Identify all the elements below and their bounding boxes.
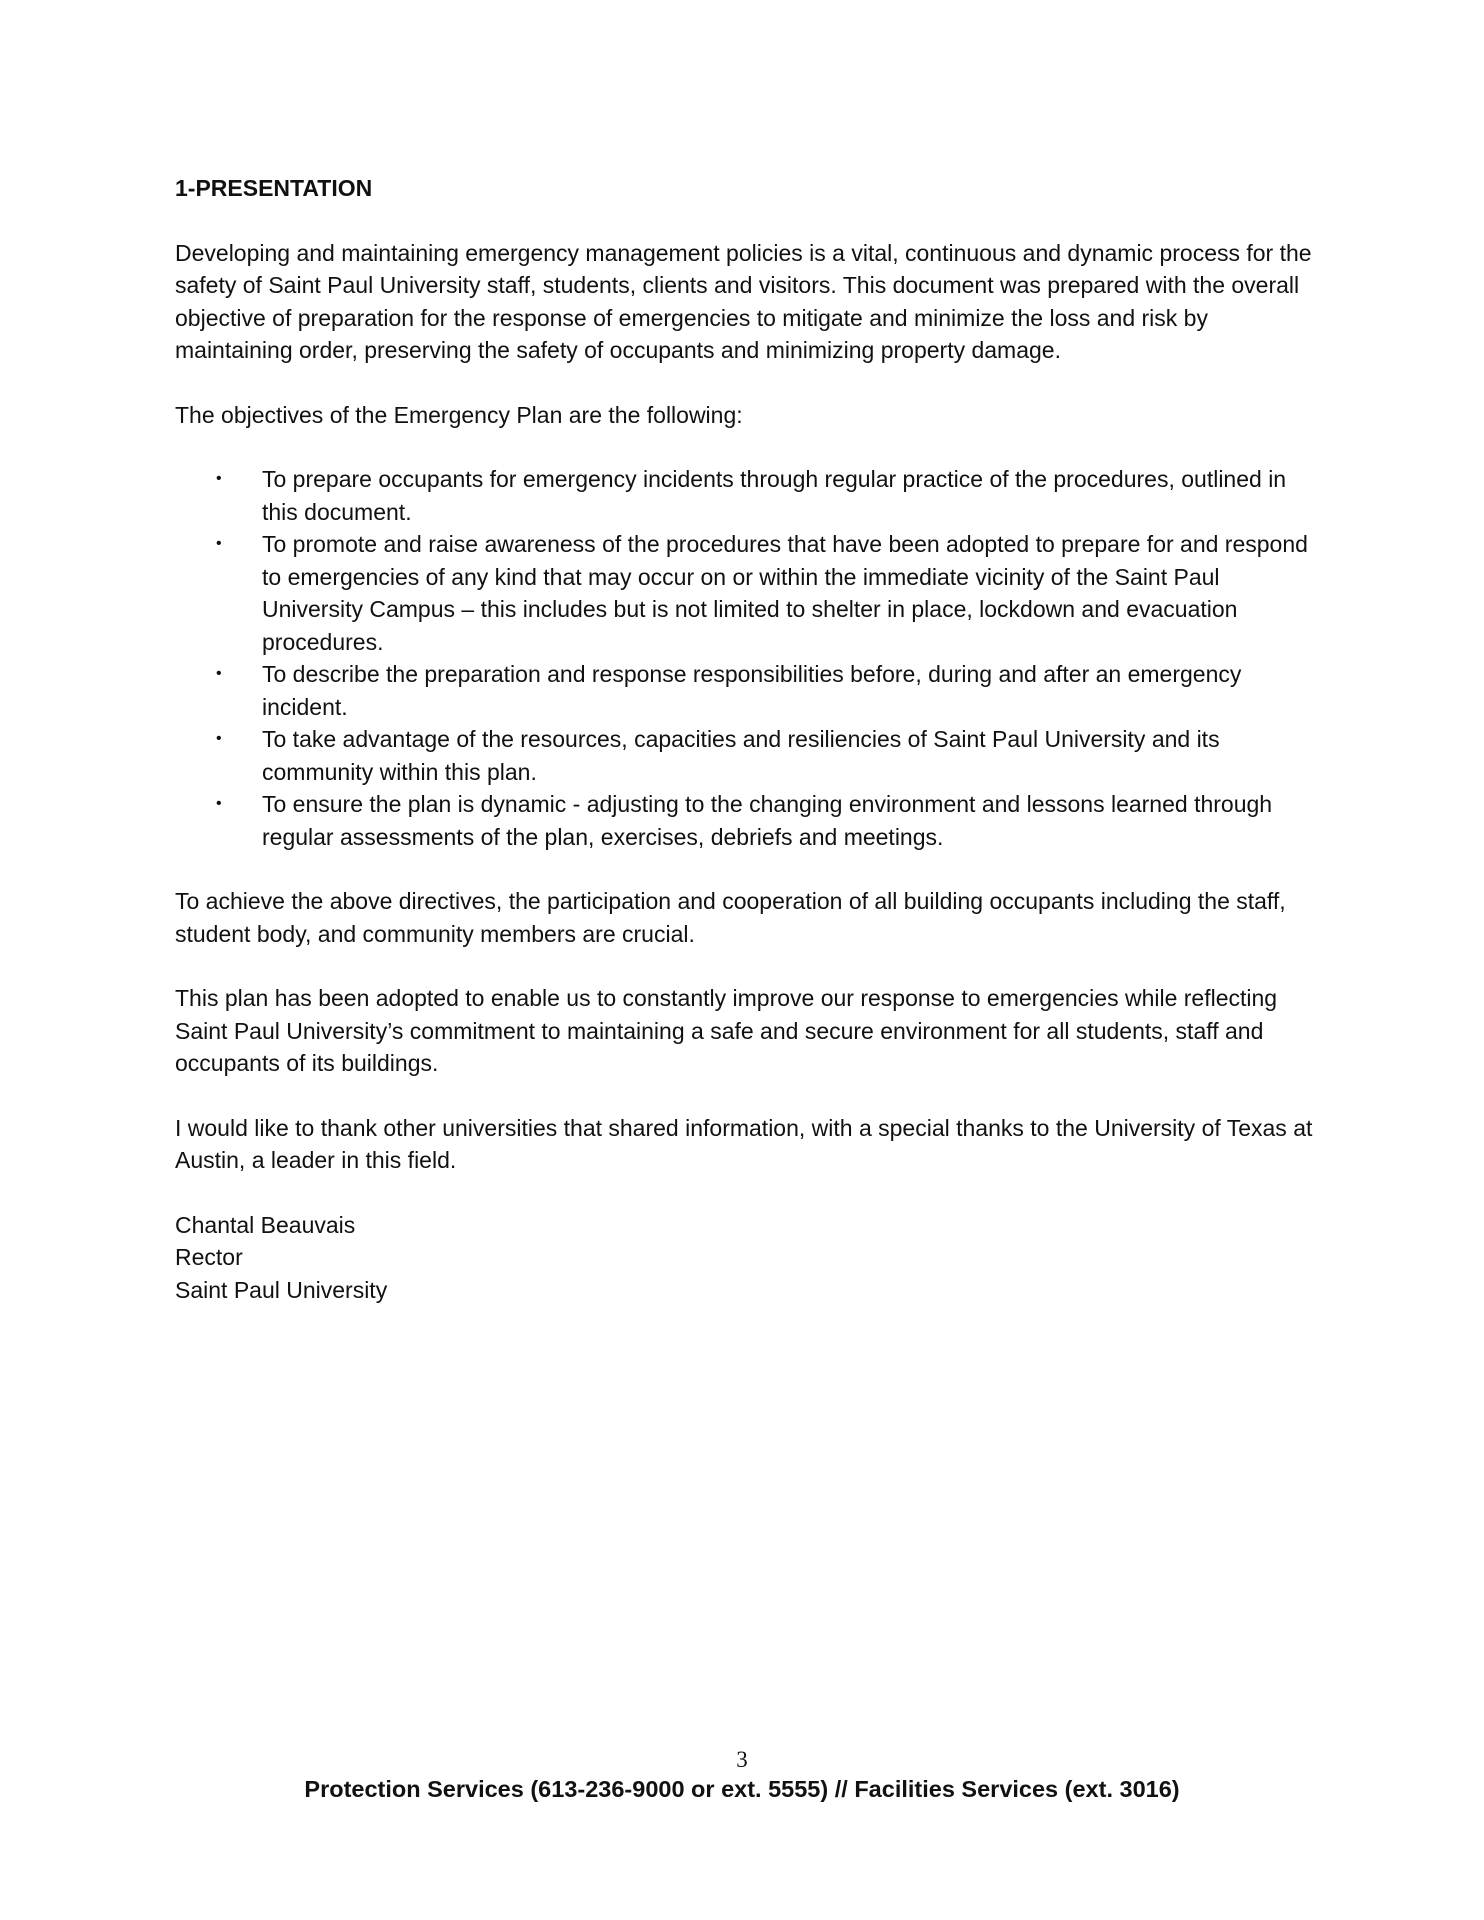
list-item-text: To describe the preparation and response responsibilities before, during and after an emergency incident. bbox=[262, 661, 1242, 720]
signatory-title: Rector bbox=[175, 1244, 243, 1270]
page-number: 3 bbox=[736, 1747, 748, 1772]
list-item bbox=[175, 528, 1325, 658]
objectives-intro: The objectives of the Emergency Plan are the following: bbox=[175, 401, 743, 428]
thanks-paragraph: I would like to thank other universities that shared information, with a special thanks to the University of Texas at Austin, a leader in this field. bbox=[175, 1114, 1313, 1173]
signatory-organization: Saint Paul University bbox=[175, 1276, 388, 1303]
adopted-paragraph: This plan has been adopted to enable us to constantly improve our response to emergencies while reflecting Saint Paul University’s commitment to maintaining a safe and secure environment for all students, staff and occupants of its buildings. bbox=[175, 985, 1278, 1076]
list-item bbox=[175, 463, 1325, 528]
bullet-icon: • bbox=[216, 730, 222, 747]
objectives-list bbox=[175, 463, 1325, 853]
directives-paragraph: To achieve the above directives, the participation and cooperation of all building occupants including the staff, student body, and community members are crucial. bbox=[175, 888, 1286, 947]
intro-paragraph: Developing and maintaining emergency management policies is a vital, continuous and dynamic process for the safety of Saint Paul University staff, students, clients and visitors. This document was prepared with the overall objective of preparation for the response of emergencies to mitigate and minimize the loss and risk by maintaining order, preserving the safety of occupants and minimizing property damage. bbox=[175, 239, 1312, 363]
list-item-text: To ensure the plan is dynamic - adjusting to the changing environment and lessons learned through regular assessments of the plan, exercises, debriefs and meetings. bbox=[262, 791, 1273, 850]
section-heading: 1-PRESENTATION bbox=[175, 175, 373, 201]
signature-block bbox=[175, 1209, 1325, 1307]
list-item bbox=[175, 723, 1325, 788]
bullet-icon: • bbox=[216, 795, 222, 812]
list-item-text: To prepare occupants for emergency incidents through regular practice of the procedures, outlined in this document. bbox=[262, 466, 1287, 525]
footer-contact: Protection Services (613-236-9000 or ext. 5555) // Facilities Services (ext. 3016) bbox=[304, 1776, 1180, 1802]
list-item bbox=[175, 788, 1325, 853]
list-item-text: To take advantage of the resources, capacities and resiliencies of Saint Paul University and its community within this plan. bbox=[262, 726, 1220, 785]
bullet-icon: • bbox=[216, 470, 222, 487]
bullet-icon: • bbox=[216, 535, 222, 552]
signatory-name: Chantal Beauvais bbox=[175, 1211, 356, 1238]
document-body bbox=[175, 172, 1325, 1306]
bullet-icon: • bbox=[216, 665, 222, 682]
list-item bbox=[175, 658, 1325, 723]
list-item-text: To promote and raise awareness of the procedures that have been adopted to prepare for and respond to emergencies of any kind that may occur on or within the immediate vicinity of the Saint Paul University Campus – this includes but is not limited to shelter in place, lockdown and evacuation procedures. bbox=[262, 531, 1308, 655]
